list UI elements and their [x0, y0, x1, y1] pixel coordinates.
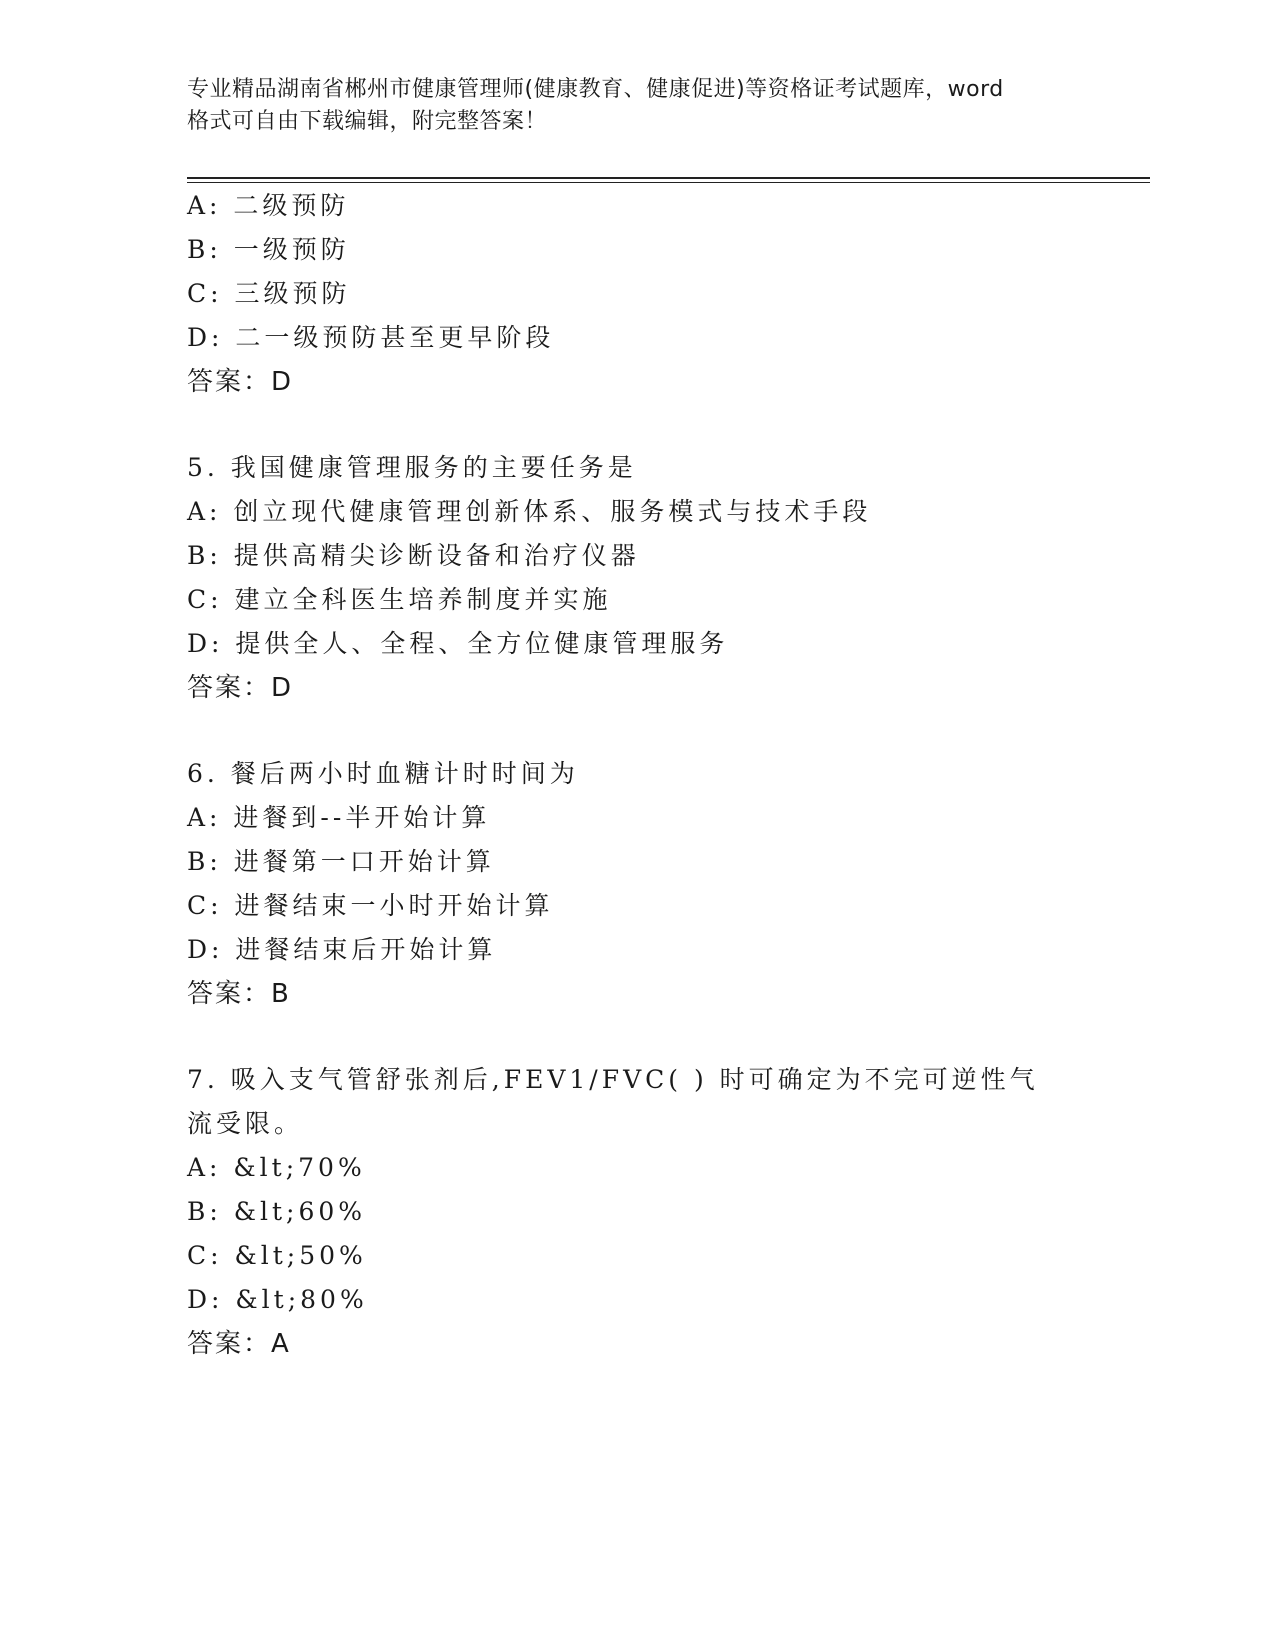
q7-stem-line-2: 流受限。 — [187, 1109, 304, 1138]
q6-answer: 答案：B — [187, 979, 291, 1009]
q4-option-b: B: 一级预防 — [187, 235, 350, 264]
q6-option-b: B: 进餐第一口开始计算 — [187, 847, 495, 876]
q5-option-a: A: 创立现代健康管理创新体系、服务模式与技术手段 — [187, 497, 872, 526]
header-line-2: 格式可自由下载编辑，附完整答案！ — [187, 109, 548, 134]
q4-option-a: A: 二级预防 — [187, 191, 350, 220]
q6-option-a: A: 进餐到--半开始计算 — [187, 803, 491, 832]
q4-answer: 答案：D — [187, 367, 294, 397]
q5-option-b: B: 提供高精尖诊断设备和治疗仪器 — [187, 541, 640, 570]
q6-option-c: C: 进餐结束一小时开始计算 — [187, 891, 554, 920]
q6-option-d: D: 进餐结束后开始计算 — [187, 935, 497, 964]
q7-stem-line-1: 7. 吸入支气管舒张剂后,FEV1/FVC( ) 时可确定为不完可逆性气 — [187, 1065, 1039, 1094]
q5-option-d: D: 提供全人、全程、全方位健康管理服务 — [187, 629, 729, 658]
q4-option-c: C: 三级预防 — [187, 279, 351, 308]
q4-option-d: D: 二一级预防甚至更早阶段 — [187, 323, 555, 352]
q5-stem: 5. 我国健康管理服务的主要任务是 — [187, 453, 637, 482]
q7-option-b: B: &lt;60% — [187, 1197, 367, 1226]
q5-answer: 答案：D — [187, 673, 294, 703]
header-divider-thin — [187, 182, 1150, 183]
header-line-1: 专业精品湖南省郴州市健康管理师(健康教育、健康促进)等资格证考试题库，word — [187, 77, 1004, 102]
q7-option-a: A: &lt;70% — [187, 1153, 366, 1182]
q5-option-c: C: 建立全科医生培养制度并实施 — [187, 585, 612, 614]
document-header — [187, 74, 1087, 138]
header-divider-thick — [187, 177, 1150, 179]
q7-answer: 答案：A — [187, 1329, 291, 1359]
q7-option-c: C: &lt;50% — [187, 1241, 367, 1270]
q7-option-d: D: &lt;80% — [187, 1285, 368, 1314]
q6-stem: 6. 餐后两小时血糖计时时间为 — [187, 759, 579, 788]
